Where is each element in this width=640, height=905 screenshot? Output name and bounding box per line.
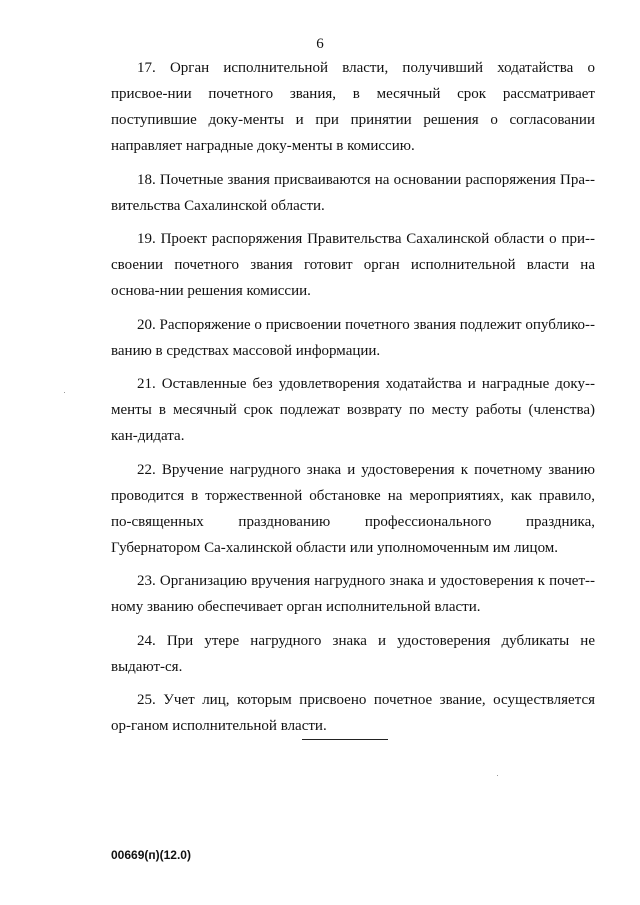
paragraph-23: 23. Организацию вручения нагрудного знака и удостоверения к почет-ному званию обеспечивает орган исполнительной власти. <box>111 573 595 615</box>
paragraph-18: 18. Почетные звания присваиваются на основании распоряжения Пра-вительства Сахалинской области. <box>111 171 595 214</box>
paragraph-17: 17. Орган исполнительной власти, получивший ходатайства о присвое-нии почетного звания, в месячный срок рассматривает поступившие доку-менты и при принятии решения о согласовании направляет наградные доку-менты в комиссию. <box>111 60 595 154</box>
document-body <box>111 55 595 747</box>
page-number: 6 <box>316 36 324 52</box>
paragraph-22: 22. Вручение нагрудного знака и удостоверения к почетному званию проводится в торжественной обстановке на мероприятиях, как правило, по-священных празднованию профессионального праздника, Губернатором Са-халинской области или уполномоченным им лицом. <box>111 461 595 556</box>
scan-speck <box>497 775 498 776</box>
document-code: 00669(п)(12.0) <box>111 848 191 862</box>
closing-separator-line <box>302 739 388 740</box>
paragraph-20: 20. Распоряжение о присвоении почетного звания подлежит опублико-ванию в средствах массовой информации. <box>111 316 595 359</box>
paragraph-19: 19. Проект распоряжения Правительства Сахалинской области о при-своении почетного звания готовит орган исполнительной власти на основа-нии решения комиссии. <box>111 231 595 299</box>
paragraph-25: 25. Учет лиц, которым присвоено почетное звание, осуществляется ор-ганом исполнительной власти. <box>111 692 595 734</box>
scan-speck <box>64 392 65 393</box>
paragraph-21: 21. Оставленные без удовлетворения ходатайства и наградные доку-менты в месячный срок подлежат возврату по месту работы (членства) кан-дидата. <box>111 376 595 444</box>
paragraph-24: 24. При утере нагрудного знака и удостоверения дубликаты не выдают-ся. <box>111 632 595 675</box>
